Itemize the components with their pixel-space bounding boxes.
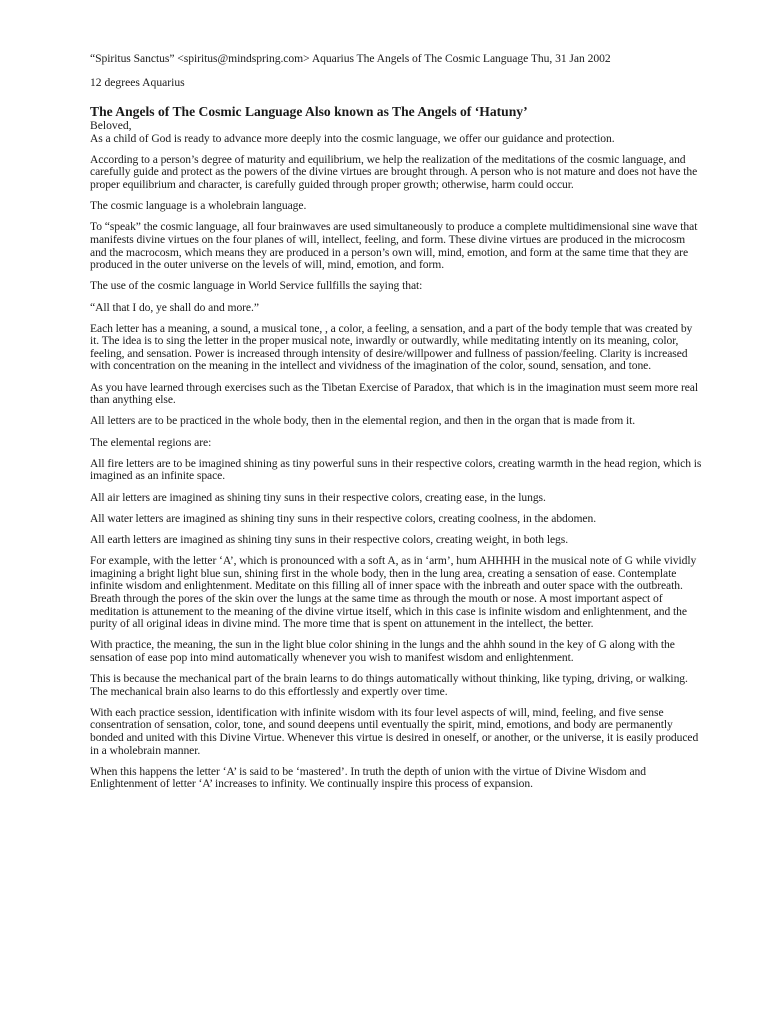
paragraph: Each letter has a meaning, a sound, a musical tone, , a color, a feeling, a sensation, and a part of the body temple that was created by it. The idea is to sing the letter in the proper musical note, inwardly or outwardly, while meditating intently on its meaning, color, feeling, and sensation. Power is increased through intensity of desire/willpower and fullness of passion/feeling. Clarity is increased with concentration on the meaning in the intellect and vividness of the imagination of the color, sound, sensation, and tone. bbox=[90, 321, 693, 373]
paragraph: As a child of God is ready to advance more deeply into the cosmic language, we offer our guidance and protection. bbox=[90, 131, 615, 145]
quote-paragraph: “All that I do, ye shall do and more.” bbox=[90, 300, 259, 314]
paragraph: This is because the mechanical part of the brain learns to do things automatically without thinking, like typing, driving, or walking. The mechanical brain also learns to do this effortlessly and expertly over time. bbox=[90, 672, 688, 698]
date-line: 12 degrees Aquarius bbox=[90, 76, 185, 89]
paragraph: According to a person’s degree of maturity and equilibrium, we help the realization of the meditations of the cosmic language, and carefully guide and protect as the powers of the divine virtues are brought through. A person who is not mature and does not have the proper equilibrium and character, is carefully guided through proper growth; otherwise, harm could occur. bbox=[90, 152, 698, 191]
paragraph: When this happens the letter ‘A’ is said to be ‘mastered’. In truth the depth of union with the virtue of Divine Wisdom and Enlightenment of letter ‘A’ increases to infinity. We continually inspire this process of expansion. bbox=[90, 764, 646, 791]
paragraph: All air letters are imagined as shining tiny suns in their respective colors, creating ease, in the lungs. bbox=[90, 490, 546, 504]
document-page bbox=[90, 52, 702, 800]
salutation: Beloved, bbox=[90, 119, 132, 132]
document-title: The Angels of The Cosmic Language Also known as The Angels of ‘Hatuny’ bbox=[90, 104, 528, 119]
paragraph: With practice, the meaning, the sun in the light blue color shining in the lungs and the ahhh sound in the key of G along with the sensation of ease pop into mind automatically whenever you wish to manifest wisdom and enlightenment. bbox=[90, 638, 675, 664]
paragraph: All earth letters are imagined as shining tiny suns in their respective colors, creating weight, in both legs. bbox=[90, 532, 569, 546]
paragraph: As you have learned through exercises such as the Tibetan Exercise of Paradox, that which is in the imagination must seem more real than anything else. bbox=[90, 380, 699, 407]
paragraph: To “speak” the cosmic language, all four brainwaves are used simultaneously to produce a complete multidimensional sine wave that manifests divine virtues on the four planes of will, intellect, feeling, and form. These divine virtues are produced in the microcosm and the macrocosm, which means they are produced in a person’s own will, mind, emotion, and form at the same time that they are produced in the outer universe on the levels of will, mind, emotion, and form. bbox=[90, 220, 698, 272]
paragraph: All water letters are imagined as shining tiny suns in their respective colors, creating coolness, in the abdomen. bbox=[90, 511, 597, 525]
paragraph: All fire letters are to be imagined shining as tiny powerful suns in their respective colors, creating warmth in the head region, which is imagined as an infinite space. bbox=[90, 456, 702, 483]
paragraph: The elemental regions are: bbox=[90, 435, 212, 449]
email-header: “Spiritus Sanctus” <spiritus@mindspring.com> Aquarius The Angels of The Cosmic Language Thu, 31 Jan 2002 bbox=[90, 52, 611, 65]
paragraph: For example, with the letter ‘A’, which is pronounced with a soft A, as in ‘arm’, hum AHHHH in the musical note of G while vividly imagining a bright light blue sun, shining first in the whole body, then in the lung area, creating a sensation of ease. Contemplate infinite wisdom and enlightenment. Meditate on this filling all of inner space with the inbreath and outer space with the outbreath. Breath through the pores of the skin over the lungs at the same time as through the mouth or nose. A most important aspect of meditation is attunement to the meaning of the divine virtue itself, which in this case is infinite wisdom and enlightenment, and the purity of all original ideas in divine mind. The more time that is spent on attunement in the intellect, the better. bbox=[90, 554, 697, 631]
paragraph: The use of the cosmic language in World Service fullfills the saying that: bbox=[90, 279, 423, 293]
paragraph: All letters are to be practiced in the whole body, then in the elemental region, and then in the organ that is made from it. bbox=[90, 414, 636, 428]
paragraph: With each practice session, identification with infinite wisdom with its four level aspects of will, mind, feeling, and five sense consentration of sensation, color, tone, and sound deepens until eventually the spirit, mind, emotions, and body are permanently bonded and united with this Divine Virtue. Whenever this virtue is desired in oneself, or another, or the universe, it is easily produced in a wholebrain manner. bbox=[90, 705, 699, 757]
paragraph: The cosmic language is a wholebrain language. bbox=[90, 199, 307, 213]
